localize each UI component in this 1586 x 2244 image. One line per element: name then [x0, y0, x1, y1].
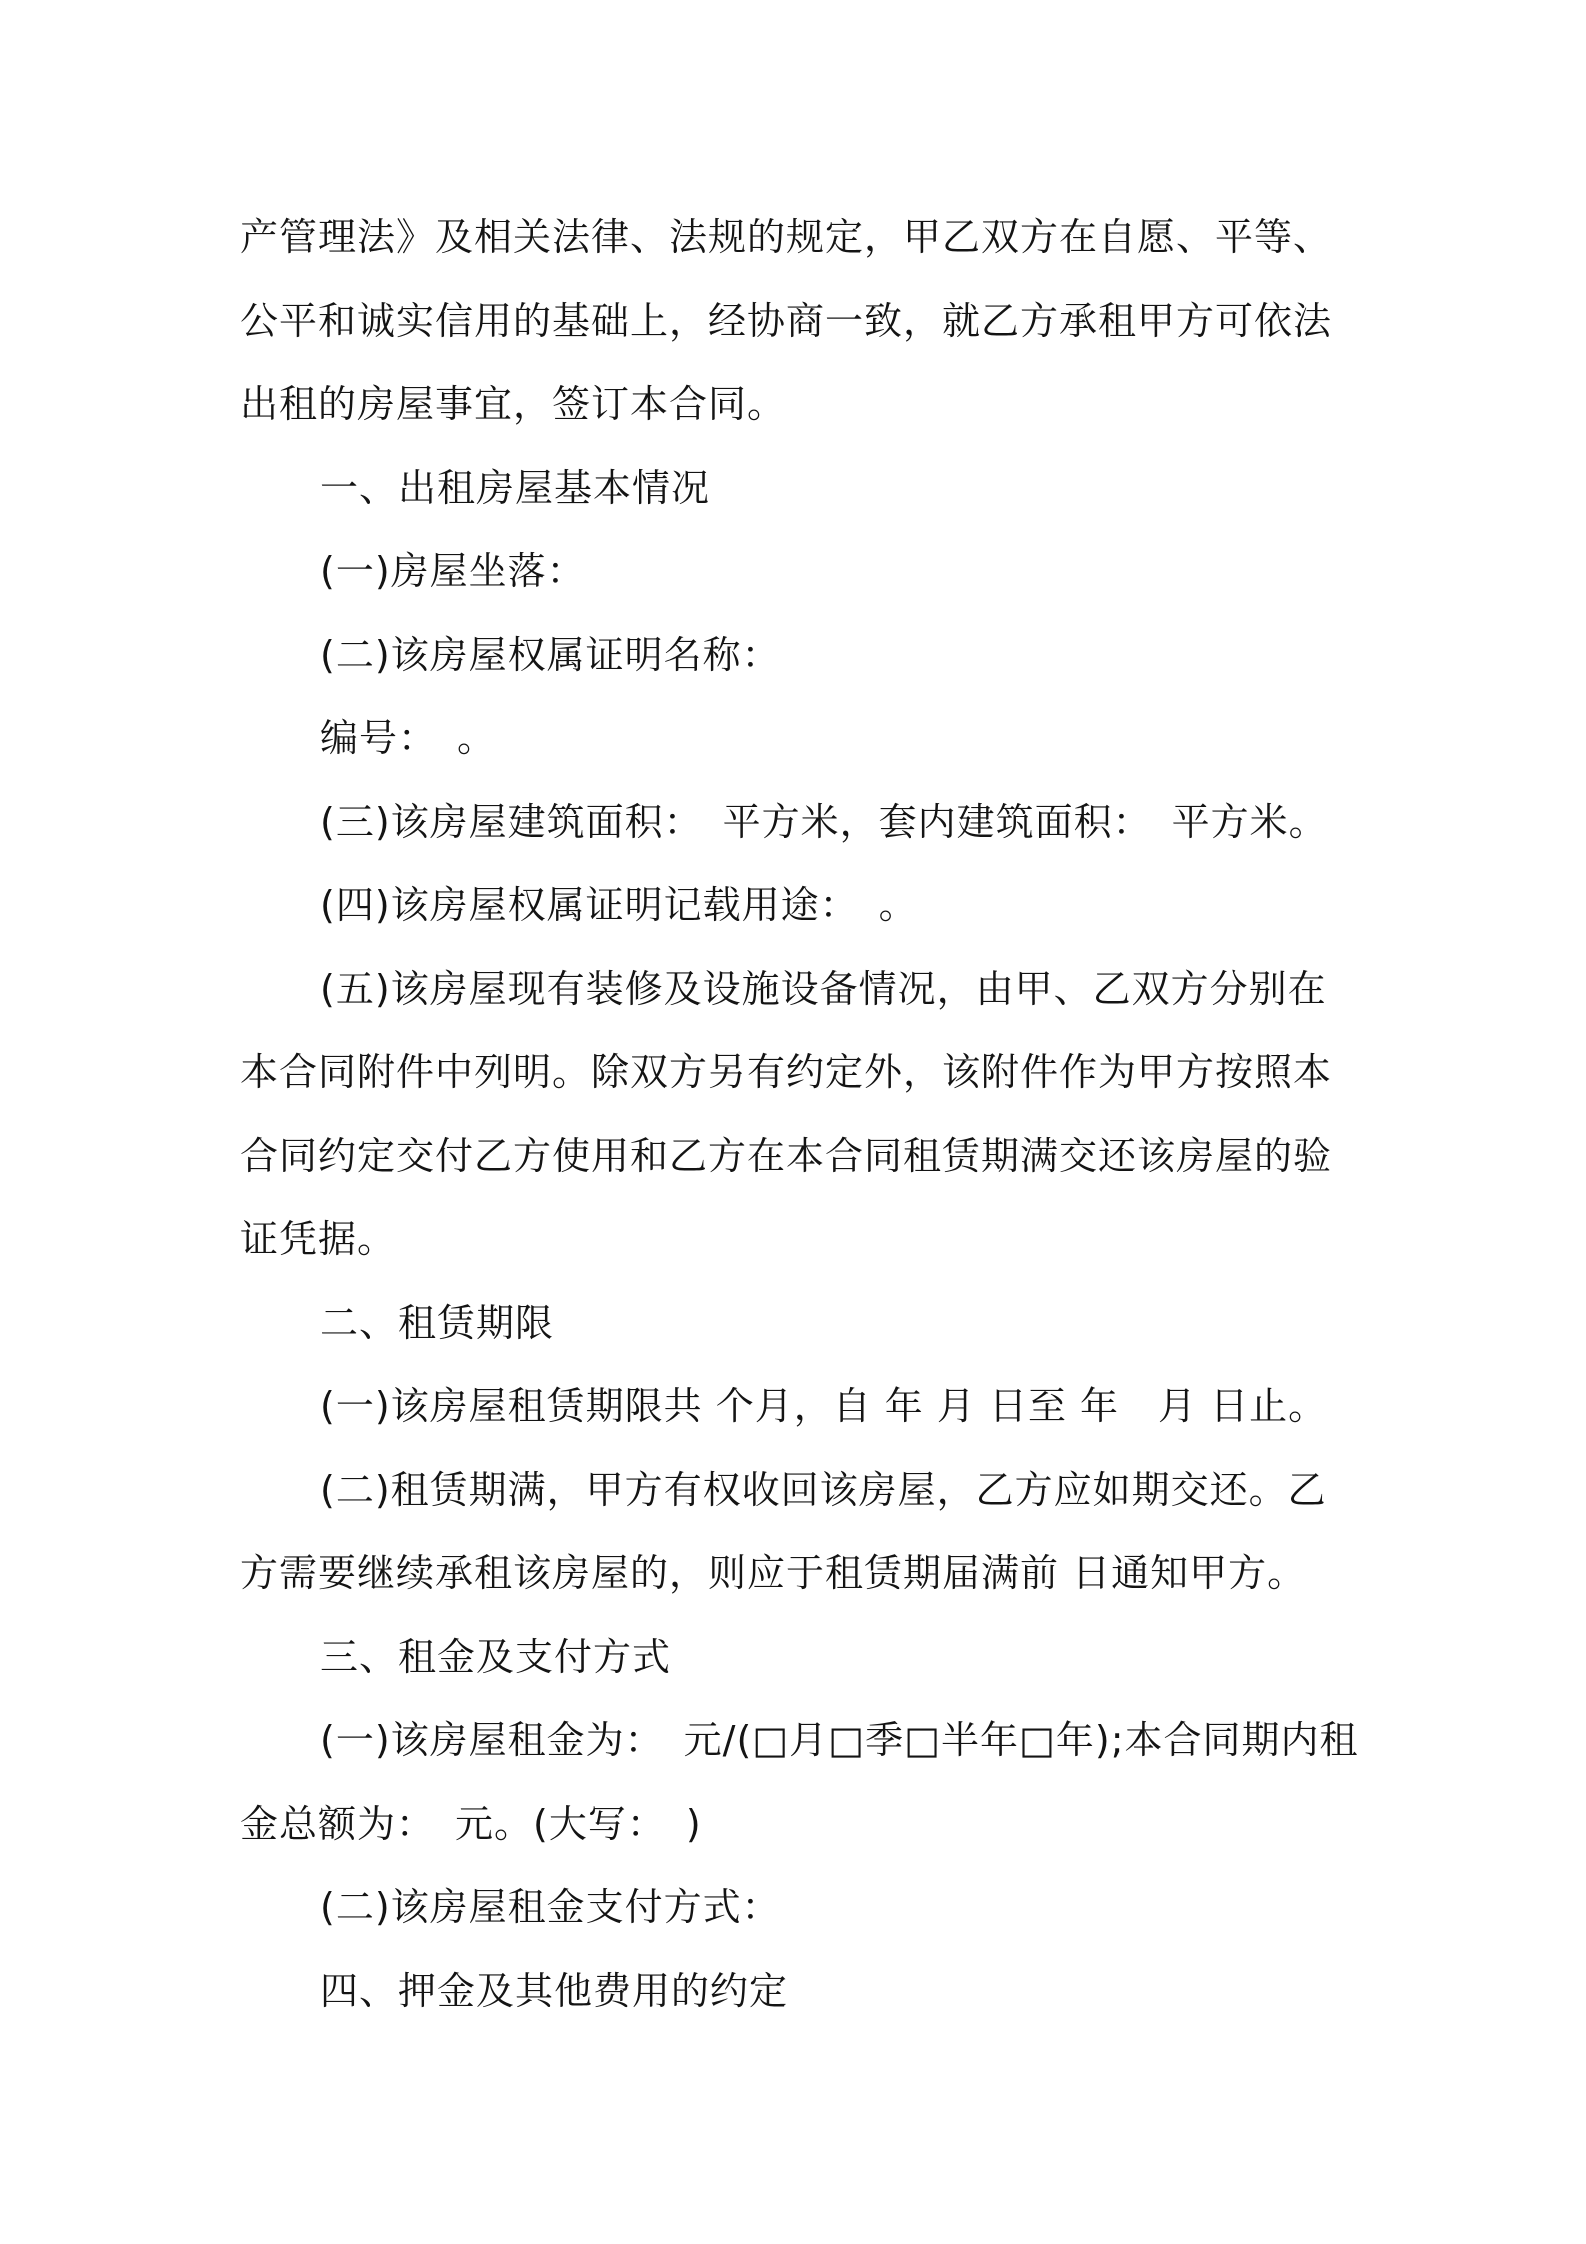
- clause-location: (一)房屋坐落：: [320, 549, 586, 593]
- section-heading-4: 四、押金及其他费用的约定: [320, 1968, 789, 2013]
- paragraph-intro: 产管理法》及相关法律、法规的规定，甲乙双方在自愿、平等、公平和诚实信用的基础上，经协商一致，就乙方承租甲方可依法出租的房屋事宜，签订本合同。: [240, 215, 1333, 426]
- clause-usage: (四)该房屋权属证明记载用途： 。: [320, 883, 918, 927]
- clause-payment-method: (二)该房屋租金支付方式：: [320, 1885, 781, 1929]
- clause-lease-term: (一)该房屋租赁期限共 个月，自 年 月 日至 年 月 日止。: [320, 1384, 1328, 1428]
- clause-ownership-certificate: (二)该房屋权属证明名称：: [320, 632, 781, 677]
- contract-body: [240, 196, 1360, 2033]
- section-heading-3: 三、租金及支付方式: [320, 1634, 672, 1679]
- clause-rent-amount: (一)该房屋租金为： 元/(□月□季□半年□年);本合同期内租金总额为： 元。(大写： ): [240, 1718, 1359, 1846]
- clause-lease-expiry: (二)租赁期满，甲方有权收回该房屋，乙方应如期交还。乙方需要继续承租该房屋的，则应于租赁期届满前 日通知甲方。: [240, 1467, 1327, 1595]
- clause-facilities: (五)该房屋现有装修及设施设备情况，由甲、乙双方分别在本合同附件中列明。除双方另有约定外，该附件作为甲方按照本合同约定交付乙方使用和乙方在本合同租赁期满交还该房屋的验证凭据。: [240, 966, 1333, 1261]
- section-heading-2: 二、租赁期限: [320, 1300, 555, 1345]
- clause-floor-area: (三)该房屋建筑面积： 平方米，套内建筑面积： 平方米。: [320, 799, 1328, 844]
- section-heading-1: 一、出租房屋基本情况: [320, 465, 711, 510]
- clause-certificate-number: 编号： 。: [320, 716, 497, 760]
